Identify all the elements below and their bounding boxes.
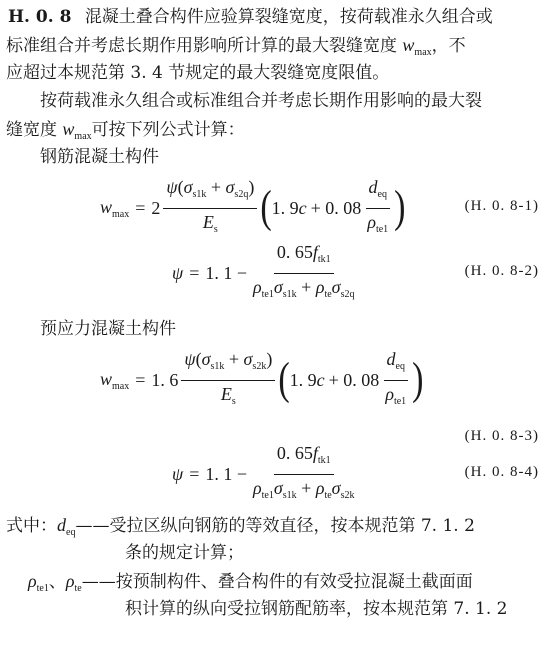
equation-number-1: (H. 0. 8-1) xyxy=(464,198,539,214)
section-pc-heading: 预应力混凝土构件 xyxy=(40,319,176,339)
clause-line-3: 应超过本规范第 3. 4 节规定的最大裂缝宽度限值。 xyxy=(6,63,390,83)
definition-deq-line-2: 条的规定计算； xyxy=(125,543,244,563)
clause-text-2b: ，不 xyxy=(431,36,466,56)
clause-text-2: 标准组合并考虑长期作用影响所计算的最大裂缝宽度 xyxy=(6,36,403,56)
definition-rho-line-2: 积计算的纵向受拉钢筋配筋率，按本规范第 7. 1. 2 xyxy=(125,599,508,619)
equation-number-3: (H. 0. 8-3) xyxy=(464,428,539,444)
equation-3: $w_{max}$ = 1. 6 $\frac{\psi(\sigma_{s1k} + \sigma_{s2k})}{E_s}$ ( 1. 9 c + 0. 08 $\frac{d_{eq}}{\rho_{te1}}$ ) xyxy=(100,348,424,407)
wmax-symbol: $w_{max}$ xyxy=(402,35,432,58)
wmax-symbol-2: $w_{max}$ xyxy=(62,119,92,142)
para2-line-1: 按荷载准永久组合或标准组合并考虑长期作用影响的最大裂 xyxy=(40,91,482,111)
clause-line-2 xyxy=(6,34,466,64)
clause-line-1 xyxy=(8,6,493,28)
definition-deq-line-1: 式中：$d_{eq}——$受拉区纵向钢筋的等效直径，按本规范第 7. 1. 2 xyxy=(6,515,475,538)
equation-2: ψ = 1. 1 − $\frac{0. 65f_{tk1}}{\rho_{te1}\sigma_{s1k} + \rho_{te}\sigma_{s2q}}$ (H. 0. 8-2) xyxy=(172,241,539,300)
equation-number-2: (H. 0. 8-2) xyxy=(464,263,539,279)
equation-1: $w_{max}$ = 2 $\frac{\psi(\sigma_{s1k} + \sigma_{s2q})}{E_s}$ ( 1. 9 c + 0. 08 $\frac{d_{eq}}{\rho_{te1}}$ ) (H. 0. 8-1) xyxy=(100,176,539,235)
para2-line-2: 缝宽度 $w_{max}$可按下列公式计算： xyxy=(6,119,245,142)
section-rc-heading: 钢筋混凝土构件 xyxy=(40,147,159,167)
clause-number: H. 0. 8 xyxy=(8,7,72,27)
equation-number-4: (H. 0. 8-4) xyxy=(464,464,539,480)
definition-rho-line-1: $\rho_{te1}$、$\rho_{te}——$按预制构件、叠合构件的有效受拉混凝土截面面 xyxy=(28,571,473,594)
equation-4: ψ = 1. 1 − $\frac{0. 65f_{tk1}}{\rho_{te1}\sigma_{s1k} + \rho_{te}\sigma_{s2k}}$ (H. 0. 8-4) xyxy=(172,442,539,501)
clause-text-1: 混凝土叠合构件应验算裂缝宽度，按荷载准永久组合或 xyxy=(84,7,493,27)
